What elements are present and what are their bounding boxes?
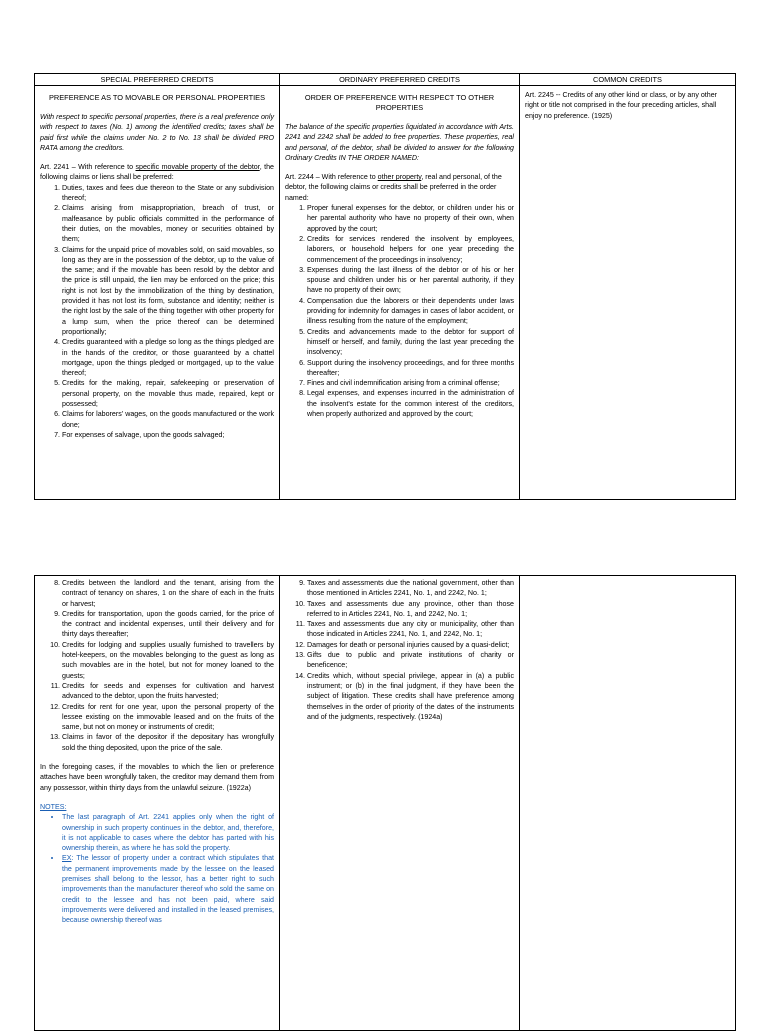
common-credits-cell [520,86,736,500]
list-item: 12. Damages for death or personal injuries caused by a quasi-delict; [307,640,514,650]
list-item: 4. Compensation due the laborers or their dependents under laws providing for indemnity for damages in cases of labor accident, or illness resulting from the nature of the employment; [307,296,514,327]
notes-list [40,812,274,925]
art-2244-underlined: other property [377,173,422,182]
list-item: 2. Claims arising from misappropriation, breach of trust, or malfeasance by public officials committed in the performance of their duties, on the movables, money or securities obtained by them; [62,203,274,244]
list-item: 6. Support during the insolvency proceedings, and for three months thereafter; [307,358,514,379]
content-row-2 [35,576,736,1031]
art-2244-list-b [285,578,514,722]
art-2241-list-a [40,183,274,440]
list-item: 13. Gifts due to public and private institutions of charity or beneficence; [307,650,514,671]
header-ordinary-preferred-credits: ORDINARY PREFERRED CREDITS [280,74,520,86]
content-row-1 [35,86,736,500]
art-2241-closing: In the foregoing cases, if the movables to which the lien or preference attaches have been wrongfully taken, the creditor may demand them from any possessor, within thirty days from the unlawful seizure. (1922a) [40,763,274,792]
list-item: 3. Claims for the unpaid price of movables sold, on said movables, so long as they are in the possession of the debtor, up to the value of the same; and if the movable has been resold by the debtor and the price is still unpaid, the lien may be enforced on the price; this right is not lost by the immobilization of the thing by destination, provided it has not lost its form, substance and identity; neither is the right lost by the sale of the thing together with other property for a lump sum, when the price thereof can be determined proportionally; [62,245,274,338]
list-item: 7. For expenses of salvage, upon the goods salvaged; [62,430,274,440]
list-item: 5. Credits and advancements made to the debtor for support of himself or herself, and family, during the last year preceding the insolvency; [307,327,514,358]
header-row [35,74,736,86]
art-2241-lead [40,162,274,183]
credits-table-part-2 [34,575,736,1031]
note-ex-label: EX [62,854,72,863]
list-item: 9. Credits for transportation, upon the goods carried, for the price of the contract and incidental expenses, until their delivery and for thirty days thereafter; [62,609,274,640]
list-item: 3. Expenses during the last illness of the debtor or of his or her spouse and children under his or her parental authority, if they have no property of their own; [307,265,514,296]
special-credits-subtitle: PREFERENCE AS TO MOVABLE OR PERSONAL PROPERTIES [48,93,266,102]
header-special-preferred-credits: SPECIAL PREFERRED CREDITS [35,74,280,86]
ordinary-credits-cell [280,86,520,500]
credits-table-part-1 [34,73,736,500]
list-item: 7. Fines and civil indemnification arising from a criminal offense; [307,378,514,388]
list-item: 8. Legal expenses, and expenses incurred in the administration of the insolvent's estate for the common interest of the creditors, when properly authorized and approved by the court; [307,388,514,419]
art-2241-tail: , the following claims or liens shall be preferred: [40,163,274,182]
list-item: 14. Credits which, without special privilege, appear in (a) a public instrument; or (b) in the final judgment, if they have been the subject of litigation. These credits shall have preference among themselves in the order of priority of the dates of the instruments and of the judgments, respectively. (1924a) [307,671,514,722]
art-2241-list-b [40,578,274,753]
note-item: • The last paragraph of Art. 2241 applies only when the right of ownership in such property continues in the debtor, and, therefore, it is not applicable to cases where the debtor has parted with his ownership therein, as where he has sold the property. [62,812,274,853]
list-item: 9. Taxes and assessments due the national government, other than those mentioned in Articles 2241, No. 1, and 2242, No. 1; [307,578,514,599]
list-item: 10. Credits for lodging and supplies usually furnished to travellers by hotel-keepers, on the movables belonging to the guest as long as such movables are in the hotel, but not for money loaned to the guests; [62,640,274,681]
special-credits-cell [35,86,280,500]
art-2244-lead-text: Art. 2244 – With reference to [285,173,378,182]
list-item: 2. Credits for services rendered the insolvent by employees, laborers, or household helpers for one year preceding the commencement of the proceedings in insolvency; [307,234,514,265]
special-credits-intro: With respect to specific personal properties, there is a real preference only with respect to taxes (No. 1) among the identified credits; taxes shall be paid first while the claims under No. 2 to No. 13 shall be divided PRO RATA among the creditors. [40,113,274,152]
note-ex-text: : The lessor of property under a contract which stipulates that the permanent improvements made by the lessee on the leased premises shall belong to the lessor, has a better right to such improvements than the manufacturer thereof who sold the same on credit to the lessee and has not been paid, where said improvements were delivered and installed in the leased premises, because ownership thereof was [62,854,274,925]
ordinary-credits-cell-continued [280,576,520,1031]
art-2244-tail: , real and personal, of the debtor, the following claims or credits shall be preferred in the order named: [285,173,502,202]
list-item: 1. Proper funeral expenses for the debtor, or children under his or her parental authority who have no property of their own, when approved by the court; [307,203,514,234]
list-item: 5. Credits for the making, repair, safekeeping or preservation of personal property, on the movable thus made, repaired, kept or possessed; [62,378,274,409]
list-item: 11. Taxes and assessments due any city or municipality, other than those indicated in Articles 2241, No. 1, and 2242, No. 1; [307,619,514,640]
list-item: 11. Credits for seeds and expenses for cultivation and harvest advanced to the debtor, upon the fruits harvested; [62,681,274,702]
art-2244-list-a [285,203,514,419]
common-credits-cell-continued [520,576,736,1031]
list-item: 10. Taxes and assessments due any province, other than those referred to in Articles 2241, No. 1, and 2242, No. 1; [307,599,514,620]
header-common-credits: COMMON CREDITS [520,74,736,86]
list-item: 12. Credits for rent for one year, upon the personal property of the lessee existing on the immovable leased and on the fruits of the same, but not on money or instruments of credit; [62,702,274,733]
ordinary-credits-subtitle: ORDER OF PREFERENCE WITH RESPECT TO OTHER PROPERTIES [304,93,495,112]
art-2241-underlined: specific movable property of the debtor [135,163,260,172]
list-item: 4. Credits guaranteed with a pledge so long as the things pledged are in the hands of the creditor, or those guaranteed by a chattel mortgage, upon the things pledged or mortgaged, up to the value thereof; [62,337,274,378]
art-2241-lead-text: Art. 2241 – With reference to [40,163,136,172]
notes-label: NOTES: [40,802,67,811]
list-item: 6. Claims for laborers' wages, on the goods manufactured or the work done; [62,409,274,430]
art-2244-lead [285,172,514,203]
list-item: 13. Claims in favor of the depositor if the depositary has wrongfully sold the thing deposited, upon the price of the sale. [62,732,274,753]
ordinary-credits-intro: The balance of the specific properties liquidated in accordance with Arts. 2241 and 2242 shall be added to free properties. These properties, real and personal, of the debtor, shall be divided to answer for the following Ordinary Credits IN THE ORDER NAMED: [285,123,514,162]
list-item: 1. Duties, taxes and fees due thereon to the State or any subdivision thereof; [62,183,274,204]
note-item [62,853,274,925]
list-item: 8. Credits between the landlord and the tenant, arising from the contract of tenancy on shares, 1 on the share of each in the fruits or harvest; [62,578,274,609]
art-2245-text: Art. 2245 -- Credits of any other kind or class, or by any other right or title not comprised in the four preceding articles, shall enjoy no preference. (1925) [525,91,718,120]
special-credits-cell-continued [35,576,280,1031]
